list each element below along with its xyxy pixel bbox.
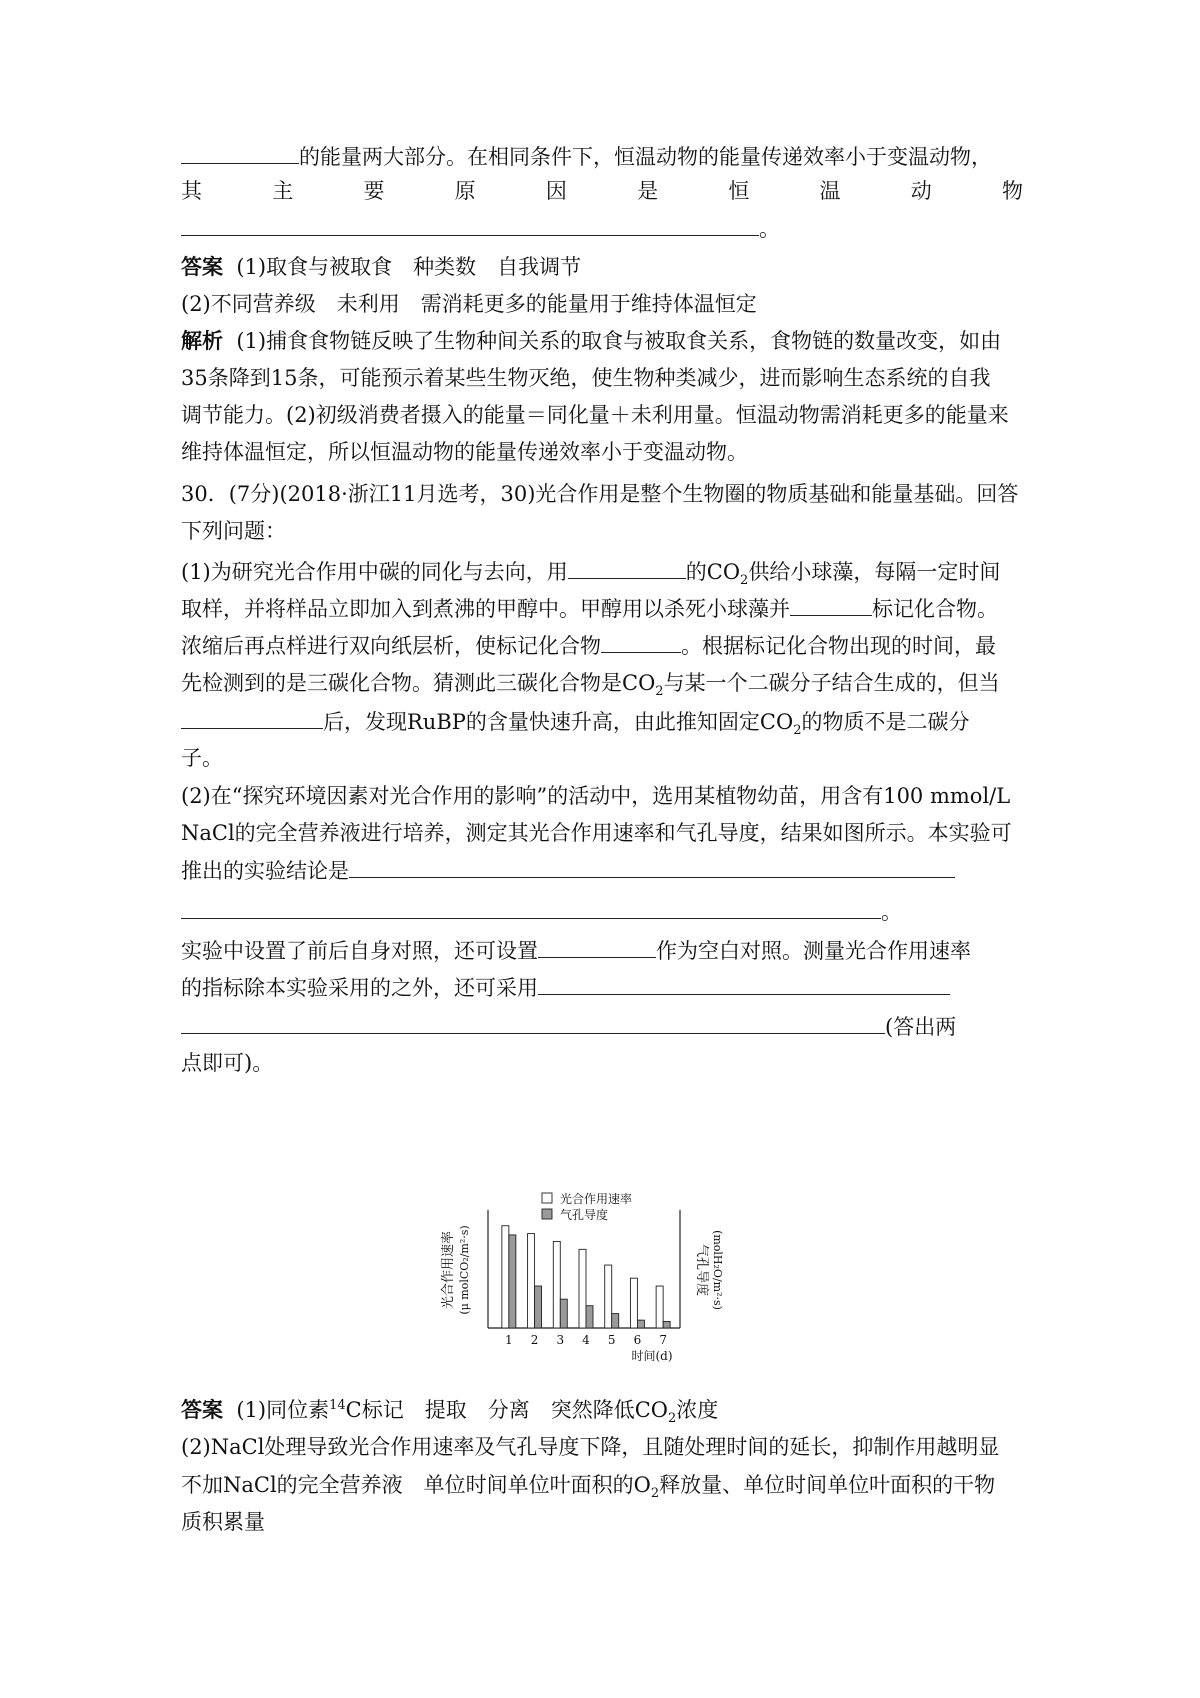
q30-p1-line-3 (181, 630, 1023, 661)
text: 下列问题： (181, 519, 286, 543)
text: 标记化合物。 (872, 597, 998, 621)
x-tick-label: 6 (633, 1333, 642, 1347)
answer-1-line-2 (181, 289, 1023, 319)
bar-stomatal-2 (535, 1286, 542, 1328)
q30-p1-line-6 (181, 743, 1023, 773)
q30-line-2 (181, 516, 1023, 546)
answer-2-line-4 (181, 1507, 1023, 1537)
bar-stomatal-6 (637, 1320, 644, 1328)
answer-blank[interactable] (349, 855, 955, 878)
prev-line-1 (181, 141, 1023, 172)
x-tick-label: 3 (556, 1333, 565, 1347)
answer-2-line-1 (181, 1395, 1023, 1425)
bar-stomatal-7 (663, 1321, 670, 1328)
subscript: 2 (668, 1411, 677, 1427)
analysis-line-3 (181, 400, 1023, 430)
text: 与某一个二碳分子结合生成的，但当 (663, 671, 1000, 695)
bar-photosynthesis-2 (528, 1234, 535, 1328)
text: 维持体温恒定，所以恒温动物的能量传递效率小于变温动物。 (181, 440, 748, 464)
spread-char: 要 (363, 179, 385, 203)
spread-char: 恒 (728, 179, 750, 203)
answer-blank[interactable] (181, 213, 759, 236)
spread-char: 其 (181, 179, 202, 203)
text: 的CO (685, 560, 741, 584)
q30-p1-line-2 (181, 593, 1023, 624)
spread-char: 原 (454, 179, 476, 203)
text: 子。 (181, 746, 223, 770)
text: (2)不同营养级 未利用 需消耗更多的能量用于维持体温恒定 (181, 292, 757, 316)
answer-blank[interactable] (181, 1011, 885, 1034)
answer-blank[interactable] (790, 593, 872, 616)
text: 释放量、单位时间单位叶面积的干物 (659, 1473, 996, 1497)
analysis-line-1 (181, 326, 1023, 356)
text: (答出两 (885, 1015, 957, 1039)
q30-p2-line-5 (181, 935, 1023, 966)
text: (2)在“探究环境因素对光合作用的影响”的活动中，选用某植物幼苗，用含有100 mmol/L (181, 784, 1011, 808)
legend-swatch (542, 1209, 552, 1219)
text: (1)同位素 (236, 1398, 330, 1422)
legend-label: 气孔导度 (560, 1208, 609, 1222)
subscript: 2 (740, 573, 749, 589)
text: NaCl的完全营养液进行培养，测定其光合作用速率和气孔导度，结果如图所示。本实验可 (181, 821, 1012, 845)
text: 供给小球藻，每隔一定时间 (748, 560, 1001, 584)
text: 的指标除本实验采用的之外，还可采用 (181, 976, 538, 1000)
bar-photosynthesis-3 (553, 1241, 560, 1328)
superscript: 14 (329, 1398, 346, 1413)
text: 浓缩后再点样进行双向纸层析，使标记化合物 (181, 634, 601, 658)
subscript: 2 (650, 1486, 660, 1502)
x-tick-label: 2 (530, 1333, 539, 1347)
text: 。 (881, 900, 902, 924)
text: 实验中设置了前后自身对照，还可设置 (181, 939, 538, 963)
q30-p1-line-1 (181, 556, 1023, 587)
answer-label: 答案 (181, 1397, 223, 1422)
text: 。根据标记化合物出现的时间，最 (681, 634, 996, 658)
text: 点即可)。 (181, 1051, 274, 1075)
x-tick-label: 1 (505, 1333, 513, 1347)
text: 浓度 (676, 1398, 719, 1422)
answer-blank[interactable] (181, 141, 299, 164)
answer-2-line-3 (181, 1470, 1023, 1500)
y-axis-unit-left: (μ molCO₂/m²·s) (458, 1225, 471, 1315)
bar-chart (430, 1190, 780, 1390)
text: 35条降到15条，可能预示着某些生物灭绝，使生物种类减少，进而影响生态系统的自我 (181, 366, 991, 390)
bar-stomatal-4 (586, 1306, 593, 1328)
q30-p2-line-7 (181, 1011, 1023, 1042)
spread-char: 物 (1001, 179, 1023, 203)
text: 的物质不是二碳分 (801, 710, 970, 734)
text: (1)为研究光合作用中碳的同化与去向，用 (181, 560, 568, 584)
analysis-line-4 (181, 437, 1023, 467)
spread-char: 是 (637, 179, 659, 203)
answer-1-line-1 (181, 252, 1023, 282)
analysis-line-2 (181, 363, 1023, 393)
y-axis-unit-right: (molH₂O/m²·s) (711, 1230, 724, 1310)
x-tick-label: 4 (582, 1333, 590, 1347)
q30-p2-line-6 (181, 972, 1023, 1003)
q30-p1-line-5 (181, 706, 1023, 737)
prev-line-2 (181, 176, 1023, 206)
q30-p2-line-2 (181, 818, 1023, 848)
text: 质积累量 (181, 1510, 265, 1534)
answer-blank[interactable] (538, 972, 950, 995)
spread-char: 因 (545, 179, 567, 203)
q30-p2-line-3 (181, 855, 1023, 886)
spread-char: 主 (272, 179, 294, 203)
prev-line-3 (181, 213, 1023, 244)
text: 推出的实验结论是 (181, 859, 349, 883)
spread-char: 温 (819, 179, 841, 203)
q30-p2-line-8 (181, 1048, 1023, 1078)
answer-blank[interactable] (538, 935, 656, 958)
subscript: 2 (655, 684, 664, 700)
text: 作为空白对照。测量光合作用速率 (656, 939, 971, 963)
text: (2)NaCl处理导致光合作用速率及气孔导度下降，且随处理时间的延长，抑制作用越明显 (181, 1435, 1000, 1459)
bar-photosynthesis-1 (502, 1226, 509, 1328)
question-stem: 30．(7分)(2018·浙江11月选考，30)光合作用是整个生物圈的物质基础和能量基础。回答 (181, 482, 1019, 506)
x-tick-label: 7 (659, 1333, 667, 1347)
answer-blank[interactable] (601, 630, 681, 653)
answer-label: 答案 (181, 254, 223, 279)
legend-label: 光合作用速率 (560, 1192, 633, 1206)
bar-stomatal-1 (509, 1235, 516, 1328)
bar-photosynthesis-7 (656, 1286, 663, 1328)
text: 取样，并将样品立即加入到煮沸的甲醇中。甲醇用以杀死小球藻并 (181, 597, 790, 621)
text: 。 (759, 217, 780, 241)
text: 后，发现RuBP的含量快速升高，由此推知固定CO (323, 710, 794, 734)
answer-blank[interactable] (181, 706, 323, 729)
bar-photosynthesis-6 (630, 1278, 637, 1328)
text: (1)取食与被取食 种类数 自我调节 (236, 255, 582, 279)
answer-2-line-2 (181, 1432, 1023, 1462)
answer-blank[interactable] (181, 896, 881, 919)
text: 的能量两大部分。在相同条件下，恒温动物的能量传递效率小于变温动物， (299, 145, 992, 169)
spread-char: 动 (910, 179, 932, 203)
q30-p2-line-1 (181, 781, 1023, 811)
q30-p2-line-4 (181, 896, 1023, 927)
answer-blank[interactable] (568, 556, 686, 579)
bar-photosynthesis-5 (605, 1265, 612, 1328)
text: 先检测到的是三碳化合物。猜测此三碳化合物是CO (181, 671, 656, 695)
text: 不加NaCl的完全营养液 单位时间单位叶面积的O (181, 1473, 651, 1497)
x-axis-label: 时间(d) (631, 1349, 673, 1363)
text: 调节能力。(2)初级消费者摄入的能量＝同化量＋未利用量。恒温动物需消耗更多的能量来 (181, 403, 1009, 427)
text: (1)捕食食物链反映了生物种间关系的取食与被取食关系，食物链的数量改变，如由 (236, 329, 1002, 353)
bar-photosynthesis-4 (579, 1249, 586, 1328)
x-tick-label: 5 (607, 1333, 616, 1347)
legend-swatch (542, 1193, 552, 1203)
subscript: 2 (793, 723, 802, 739)
y-axis-label-right: 气孔导度 (694, 1243, 709, 1297)
q30-line-1 (181, 479, 1023, 509)
q30-p1-line-4 (181, 668, 1023, 698)
analysis-label: 解析 (181, 328, 223, 353)
text: C标记 提取 分离 突然降低CO (345, 1398, 669, 1422)
bar-stomatal-5 (612, 1314, 619, 1328)
bar-stomatal-3 (560, 1299, 567, 1328)
y-axis-label-left: 光合作用速率 (441, 1230, 456, 1310)
